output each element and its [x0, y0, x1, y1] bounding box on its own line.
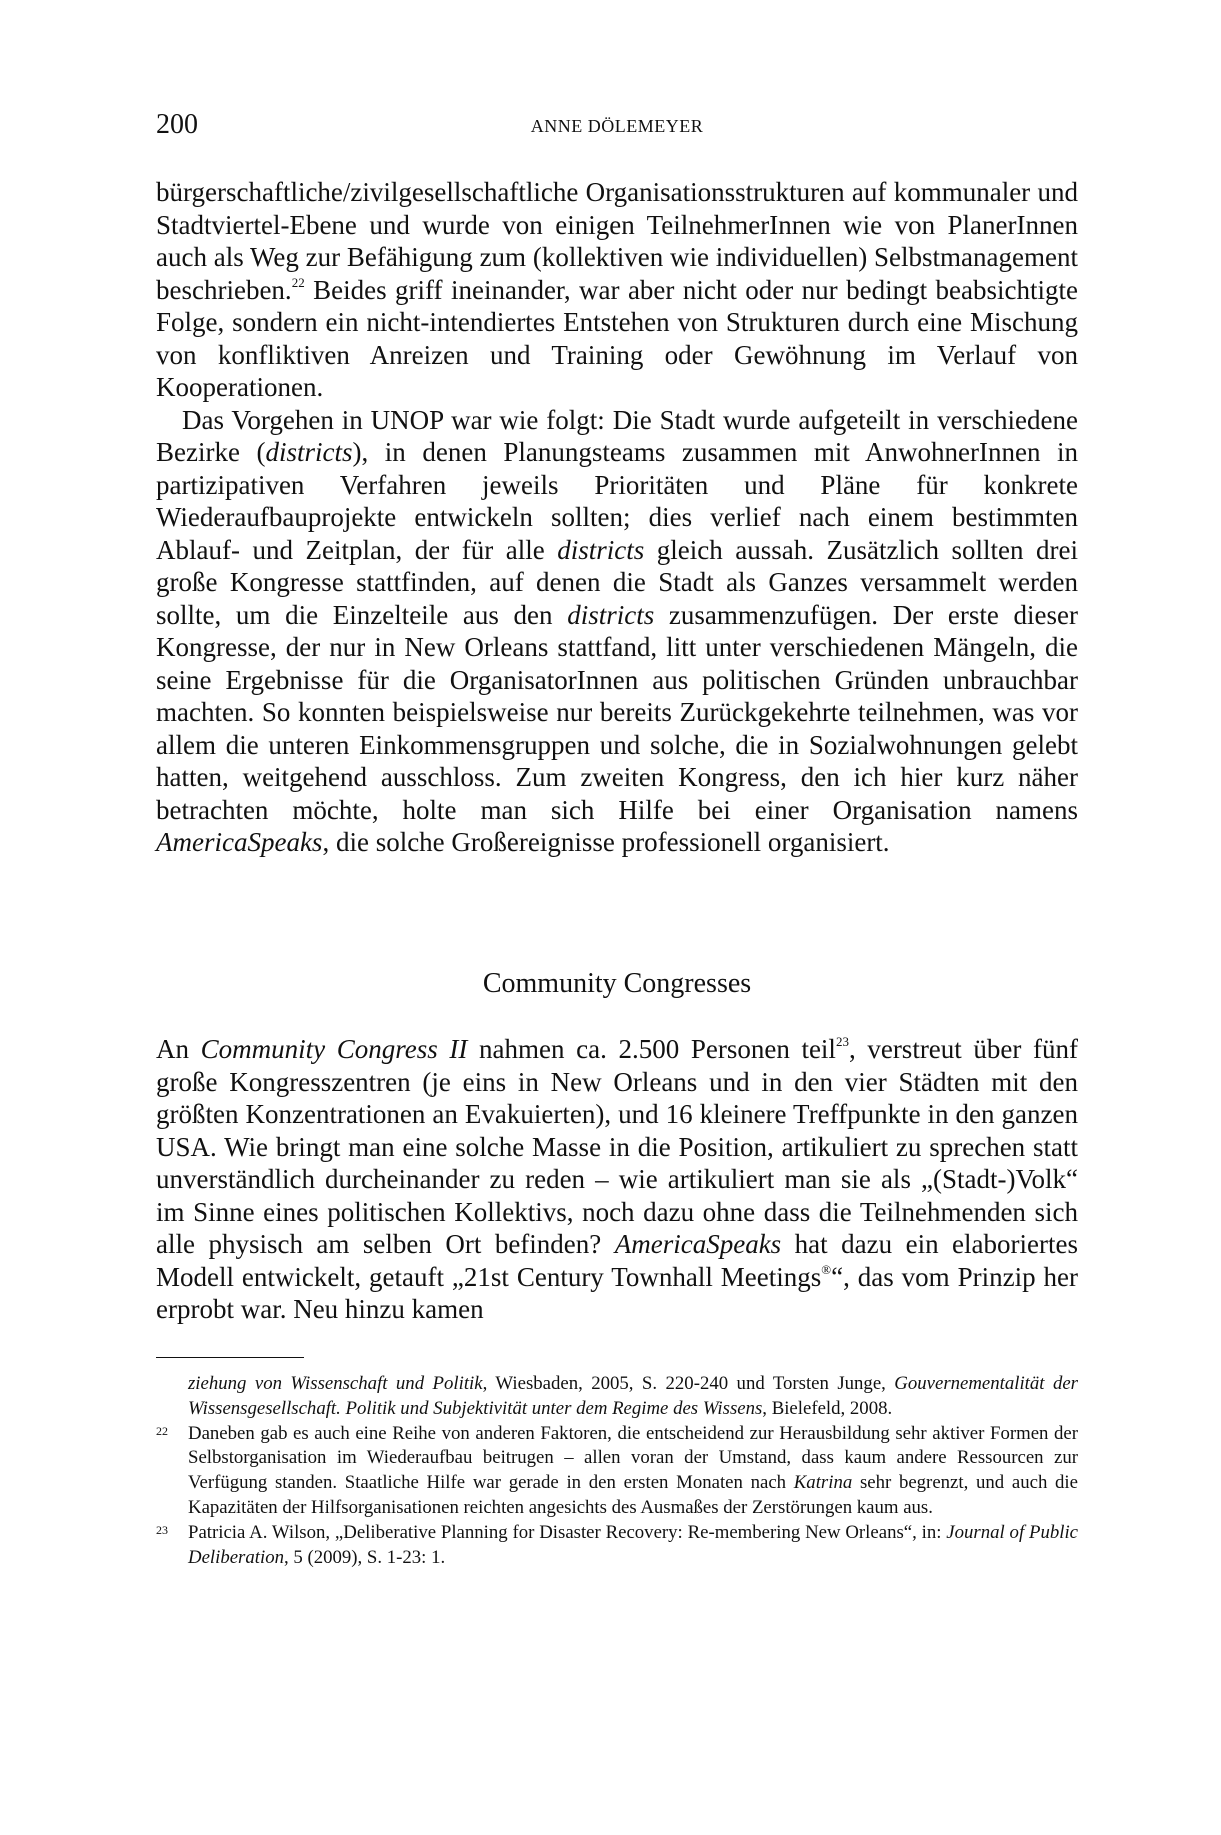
- body-text-block-1: [156, 176, 1078, 859]
- footnote-divider: [156, 1357, 304, 1358]
- footnote-ref-22[interactable]: 22: [291, 274, 305, 290]
- page-number: 200: [156, 109, 198, 140]
- registered-mark: ®: [821, 1261, 832, 1277]
- footnote-ref-23[interactable]: 23: [835, 1034, 849, 1049]
- running-head: [156, 108, 1078, 142]
- paragraph-3: An Community Congress II nahmen ca. 2.500 Personen teil$^{23}$, verstreut über fünf große Kongresszentren (je eins in New Orleans und in den vier Städten mit den größten Konzentrationen an Evakuierten), und 16 kleinere Treffpunkte in den ganzen USA. Wie bringt man eine solche Masse in die Position, artikuliert zu sprechen statt unverständlich durcheinander zu reden – wie artikuliert man sie als „(Stadt-)Volk“ im Sinne eines politischen Kollektivs, noch dazu ohne dass die Teilnehmenden sich alle physisch am selben Ort befinden? AmericaSpeaks hat dazu ein elaboriertes Modell entwickelt, getauft „21st Century Townhall Meetings®“, das vom Prinzip her erprobt war. Neu hinzu kamen: [156, 1034, 1079, 1324]
- running-title: ANNE DÖLEMEYER: [530, 116, 704, 136]
- paragraph-2: Das Vorgehen in UNOP war wie folgt: Die Stadt wurde aufgeteilt in verschiedene Bezirke (districts), in denen Planungsteams zusammen mit AnwohnerInnen in partizipativen Verfahren jeweils Prioritäten und Pläne für konkrete Wiederaufbauprojekte entwickeln sollten; dies verlief nach einem bestimmten Ablauf- und Zeitplan, der für alle districts gleich aussah. Zusätzlich sollten drei große Kongresse stattfinden, auf denen die Stadt als Ganzes versammelt werden sollte, um die Einzelteile aus den districts zusammenzufügen. Der erste dieser Kongresse, der nur in New Orleans stattfand, litt unter verschiedenen Mängeln, die seine Ergebnisse für die OrganisatorInnen aus politischen Gründen unbrauchbar machten. So konnten beispielsweise nur bereits Zurückgekehrte teilnehmen, was vor allem die unteren Einkommensgruppen und solche, die in Sozialwohnungen gelebt hatten, weitgehend ausschloss. Zum zweiten Kongress, den ich hier kurz näher betrachten möchte, holte man sich Hilfe bei einer Organisation namens AmericaSpeaks, die solche Großereignisse professionell organisiert.: [156, 404, 1079, 857]
- footnotes: [156, 1372, 1078, 1570]
- body-text-block-2: [156, 1033, 1078, 1326]
- footnote-22: 22 Daneben gab es auch eine Reihe von anderen Faktoren, die entscheidend zur Herausbildung sehr aktiver Formen der Selbstorganisation im Wiederaufbau beitrugen – allen voran der Umstand, dass kaum andere Ressourcen zur Verfügung standen. Staatliche Hilfe war gerade in den ersten Monaten nach Katrina sehr begrenzt, und auch die Kapazitäten der Hilfsorganisationen reichten angesichts des Ausmaßes der Zerstörungen kaum aus.: [156, 1422, 1078, 1518]
- footnote-number: 22: [156, 1423, 168, 1438]
- footnote-23: 23 Patricia A. Wilson, „Deliberative Planning for Disaster Recovery: Re-membering New Orleans“, in: Journal of Public Deliberation, 5 (2009), S. 1-23: 1.: [156, 1521, 1079, 1568]
- footnote-continued: ziehung von Wissenschaft und Politik, Wiesbaden, 2005, S. 220-240 und Torsten Junge, Gouvernementalität der Wissensgesellschaft. Politik und Subjektivität unter dem Regime des Wissens, Bielefeld, 2008.: [188, 1373, 1078, 1419]
- section-heading: Community Congresses: [482, 968, 752, 999]
- footnote-number: 23: [156, 1522, 168, 1537]
- paragraph-1: bürgerschaftliche/zivilgesellschaftliche Organisationsstrukturen auf kommunaler und Stadtviertel-Ebene und wurde von einigen TeilnehmerInnen wie von PlanerInnen auch als Weg zur Befähigung zum (kollektiven wie individuellen) Selbstmanagement beschrieben.$^{22}$ Beides griff ineinander, war aber nicht oder nur bedingt beabsichtigte Folge, sondern ein nicht-intendiertes Entstehen von Strukturen durch eine Mischung von konfliktiven Anreizen und Training oder Gewöhnung im Verlauf von Kooperationen.: [156, 177, 1078, 402]
